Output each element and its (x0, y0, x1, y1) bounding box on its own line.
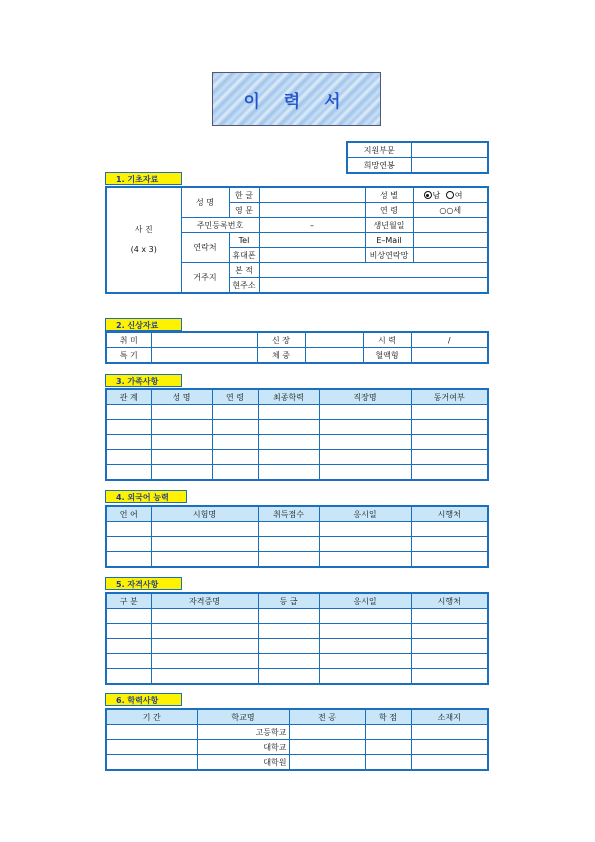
weight-field[interactable] (305, 348, 363, 364)
license-row (106, 609, 488, 624)
license-row-cell[interactable] (319, 624, 411, 639)
license-row-cell[interactable] (258, 654, 319, 669)
license-row-cell[interactable] (151, 669, 258, 685)
photo-size-label: (4 x 3) (130, 245, 157, 254)
education-school-type[interactable]: 대학교 (197, 740, 289, 755)
license-header-organizer: 시행처 (411, 593, 488, 609)
family-row-cell[interactable] (411, 465, 488, 481)
education-row (106, 755, 488, 771)
license-row-cell[interactable] (258, 639, 319, 654)
language-header-test: 시험명 (151, 506, 258, 522)
family-row (106, 405, 488, 420)
family-row-cell[interactable] (411, 420, 488, 435)
email-field[interactable] (413, 233, 488, 248)
family-row (106, 465, 488, 481)
english-name-field[interactable] (259, 203, 365, 218)
emergency-contact-label: 비상연락망 (365, 248, 413, 263)
family-row-cell[interactable] (411, 405, 488, 420)
domicile-field[interactable] (259, 263, 488, 278)
language-row-cell[interactable] (319, 522, 411, 537)
language-header-organizer: 시행처 (411, 506, 488, 522)
hobby-field[interactable] (151, 332, 257, 348)
education-school-type[interactable]: 고등학교 (197, 725, 289, 740)
residence-label: 거주지 (181, 263, 229, 294)
family-row-cell[interactable] (106, 450, 151, 465)
license-row-cell[interactable] (411, 669, 488, 685)
license-row (106, 639, 488, 654)
male-radio-icon[interactable] (424, 191, 432, 199)
family-header-name: 성 명 (151, 389, 212, 405)
education-row (106, 740, 488, 755)
family-row-cell[interactable] (212, 465, 258, 481)
application-table (346, 141, 489, 174)
license-row-cell[interactable] (258, 669, 319, 685)
section-family-title: 3. 가족사항 (105, 374, 182, 387)
language-row (106, 537, 488, 552)
language-table (105, 505, 489, 568)
license-row-cell[interactable] (151, 654, 258, 669)
language-row-cell[interactable] (258, 537, 319, 552)
resident-number-label: 주민등록번호 (181, 218, 259, 233)
family-row-cell[interactable] (258, 450, 319, 465)
photo-label: 사 진 (134, 225, 153, 234)
language-row-cell[interactable] (258, 552, 319, 568)
family-row-cell[interactable] (319, 405, 411, 420)
mobile-field[interactable] (259, 248, 365, 263)
section-license-title: 5. 자격사항 (105, 577, 182, 590)
education-row-cell[interactable] (106, 740, 197, 755)
height-label: 신 장 (257, 332, 305, 348)
license-row-cell[interactable] (106, 609, 151, 624)
license-row-cell[interactable] (319, 639, 411, 654)
language-header-language: 언 어 (106, 506, 151, 522)
family-row-cell[interactable] (212, 405, 258, 420)
license-row-cell[interactable] (411, 654, 488, 669)
blood-type-label: 혈액형 (363, 348, 411, 364)
resident-number-field[interactable]: – (259, 218, 365, 233)
license-row-cell[interactable] (411, 624, 488, 639)
language-row-cell[interactable] (151, 537, 258, 552)
language-row-cell[interactable] (106, 537, 151, 552)
education-row-cell[interactable] (106, 725, 197, 740)
family-row-cell[interactable] (212, 450, 258, 465)
language-row-cell[interactable] (319, 552, 411, 568)
mobile-label: 휴대폰 (229, 248, 259, 263)
language-row (106, 522, 488, 537)
height-field[interactable] (305, 332, 363, 348)
license-row-cell[interactable] (106, 624, 151, 639)
education-school-type[interactable]: 대학원 (197, 755, 289, 771)
language-row-cell[interactable] (258, 522, 319, 537)
education-row-cell[interactable] (411, 740, 488, 755)
family-row-cell[interactable] (258, 405, 319, 420)
photo-box[interactable] (106, 187, 181, 293)
gender-label: 성 별 (365, 187, 413, 203)
section-education-title: 6. 학력사항 (105, 693, 182, 706)
language-row-cell[interactable] (151, 522, 258, 537)
license-row-cell[interactable] (319, 609, 411, 624)
age-label: 연 령 (365, 203, 413, 218)
birthdate-label: 생년월일 (365, 218, 413, 233)
family-row-cell[interactable] (319, 465, 411, 481)
license-header-category: 구 분 (106, 593, 151, 609)
korean-name-label: 한 글 (229, 187, 259, 203)
family-row-cell[interactable] (151, 450, 212, 465)
license-table (105, 592, 489, 685)
tel-label: Tel (229, 233, 259, 248)
license-row (106, 624, 488, 639)
applied-position-label: 지원부문 (347, 142, 411, 158)
language-row-cell[interactable] (319, 537, 411, 552)
license-row (106, 654, 488, 669)
license-row-cell[interactable] (411, 609, 488, 624)
family-row-cell[interactable] (258, 465, 319, 481)
basic-info-table (105, 186, 489, 294)
female-radio-icon[interactable] (446, 191, 454, 199)
address-field[interactable] (259, 278, 488, 294)
family-row-cell[interactable] (106, 435, 151, 450)
family-row-cell[interactable] (411, 435, 488, 450)
education-row-cell[interactable] (106, 755, 197, 771)
document-title: 이 력 서 (243, 91, 350, 112)
license-row-cell[interactable] (411, 639, 488, 654)
family-header-cohabit: 동거여부 (411, 389, 488, 405)
family-row-cell[interactable] (319, 435, 411, 450)
license-row-cell[interactable] (319, 654, 411, 669)
family-row (106, 420, 488, 435)
family-row-cell[interactable] (319, 450, 411, 465)
education-row-cell[interactable] (411, 725, 488, 740)
address-label: 현주소 (229, 278, 259, 294)
education-header-school: 학교명 (197, 709, 289, 725)
license-row-cell[interactable] (151, 639, 258, 654)
tel-field[interactable] (259, 233, 365, 248)
gender-options (413, 187, 488, 203)
section-physical-title: 2. 신상자료 (105, 318, 182, 331)
language-row-cell[interactable] (106, 522, 151, 537)
family-header-education: 최종학력 (258, 389, 319, 405)
desired-salary-field[interactable] (411, 158, 488, 174)
license-row (106, 669, 488, 685)
family-row-cell[interactable] (151, 420, 212, 435)
contact-label: 연락처 (181, 233, 229, 263)
family-row-cell[interactable] (319, 420, 411, 435)
age-value[interactable]: ○○세 (413, 203, 488, 218)
name-label: 성 명 (181, 187, 229, 218)
license-row-cell[interactable] (106, 654, 151, 669)
vision-label: 시 력 (363, 332, 411, 348)
license-header-grade: 등 급 (258, 593, 319, 609)
male-label: 남 (432, 190, 441, 200)
family-row-cell[interactable] (258, 435, 319, 450)
language-header-date: 응시일 (319, 506, 411, 522)
family-row-cell[interactable] (212, 420, 258, 435)
email-label: E–Mail (365, 233, 413, 248)
license-row-cell[interactable] (319, 669, 411, 685)
education-row (106, 725, 488, 740)
education-header-major: 전 공 (289, 709, 365, 725)
language-row-cell[interactable] (151, 552, 258, 568)
education-row-cell[interactable] (365, 755, 411, 771)
family-row-cell[interactable] (151, 405, 212, 420)
birthdate-field[interactable] (413, 218, 488, 233)
family-header-workplace: 직장명 (319, 389, 411, 405)
korean-name-field[interactable] (259, 187, 365, 203)
license-row-cell[interactable] (106, 639, 151, 654)
desired-salary-label: 희망연봉 (347, 158, 411, 174)
family-row-cell[interactable] (151, 465, 212, 481)
license-row-cell[interactable] (151, 609, 258, 624)
license-row-cell[interactable] (151, 624, 258, 639)
education-header-period: 기 간 (106, 709, 197, 725)
applied-position-field[interactable] (411, 142, 488, 158)
document-title-box (212, 72, 381, 126)
education-row-cell[interactable] (289, 755, 365, 771)
skill-label: 특 기 (106, 348, 151, 364)
license-header-date: 응시일 (319, 593, 411, 609)
license-row-cell[interactable] (258, 609, 319, 624)
language-row-cell[interactable] (411, 537, 488, 552)
section-language-title: 4. 외국어 능력 (105, 490, 187, 503)
education-table (105, 708, 489, 771)
family-row-cell[interactable] (258, 420, 319, 435)
language-row-cell[interactable] (106, 552, 151, 568)
education-header-location: 소재지 (411, 709, 488, 725)
language-row (106, 552, 488, 568)
blood-type-field[interactable] (411, 348, 488, 364)
family-row-cell[interactable] (411, 450, 488, 465)
family-row (106, 450, 488, 465)
education-row-cell[interactable] (365, 725, 411, 740)
family-row-cell[interactable] (212, 435, 258, 450)
education-header-gpa: 학 점 (365, 709, 411, 725)
domicile-label: 본 적 (229, 263, 259, 278)
skill-field[interactable] (151, 348, 257, 364)
license-row-cell[interactable] (258, 624, 319, 639)
license-header-certificate: 자격증명 (151, 593, 258, 609)
family-row-cell[interactable] (106, 465, 151, 481)
female-label: 여 (454, 190, 463, 200)
vision-field[interactable]: / (411, 332, 488, 348)
family-row (106, 435, 488, 450)
emergency-contact-field[interactable] (413, 248, 488, 263)
hobby-label: 취 미 (106, 332, 151, 348)
personal-info-table (105, 331, 489, 364)
section-basic-title: 1. 기초자료 (105, 172, 182, 185)
language-row-cell[interactable] (411, 522, 488, 537)
family-header-age: 연 령 (212, 389, 258, 405)
education-row-cell[interactable] (289, 740, 365, 755)
family-header-relation: 관 계 (106, 389, 151, 405)
weight-label: 체 중 (257, 348, 305, 364)
education-row-cell[interactable] (411, 755, 488, 771)
family-row-cell[interactable] (106, 405, 151, 420)
license-row-cell[interactable] (106, 669, 151, 685)
family-row-cell[interactable] (106, 420, 151, 435)
english-name-label: 영 문 (229, 203, 259, 218)
language-header-score: 취득점수 (258, 506, 319, 522)
education-row-cell[interactable] (365, 740, 411, 755)
language-row-cell[interactable] (411, 552, 488, 568)
family-table (105, 388, 489, 481)
family-row-cell[interactable] (151, 435, 212, 450)
education-row-cell[interactable] (289, 725, 365, 740)
